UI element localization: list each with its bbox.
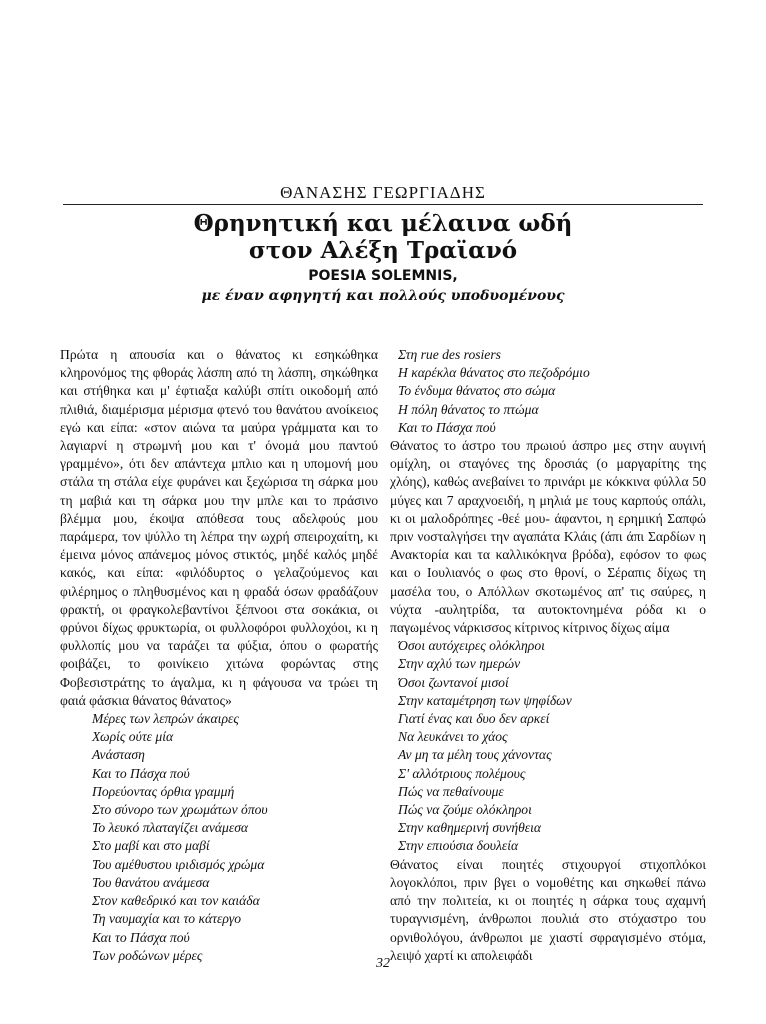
verse-line: Του αμέθυστου ιριδισμός χρώμα	[92, 856, 265, 872]
verse-line: Πώς να ζούμε ολόκληροι	[398, 802, 532, 818]
verse-line: Όσοι ζωντανοί μισοί	[398, 674, 509, 690]
verse-line: Στην επιούσια δουλεία	[398, 838, 519, 854]
verse-line: Και το Πάσχα πού	[398, 419, 496, 435]
left-prose-paragraph: Πρώτα η απουσία και ο θάνατος κι εσηκώθηκα κληρονόμος της φθοράς λάσπη από τη λάσπη, σηκώθηκα και στήθηκα και μ' έφτιαξα καλύβι σπίτι οικοδομή από πλιθιά, διαμέρισμα μέρισμα φτενό του θανάτου ανοίκειος εγώ και είπα: «στον αιώνα τα μαύρα γράμματα και το λαγιαρνί η στρωμνή μου και τ' όνομά μου παντού γραμμένο», ότι δεν απάντεχα μπλιο και η υπομονή μου στάλα τη στάλα είχε φυράνει και ξεχώρισα τη σάρκα μου τη μαβιά και τη σάρκα μου την μπλε και το πράσινο βλέμμα μου, έκοψα απόθεσα τους αδελφούς μου παράμερα, τον ψύλλο τη λέπρα την ωχρή σπειροχαίτη, κι έμεινα μόνος απάνεμος μόνος στικτός, μηδέ καλός μηδέ κακός, και είπα: «φιλόδυρτος ο γελαζούμενος και φιλέρημος ο πληθυσμένος και η φραδά όσων φραδάζουν φρακτή, οι φραγκολεβαντίνοι ξέπνοοι στα σοκάκια, οι φρύνοι δίχως φρυκτωρία, οι φυλλοφόροι φυλλοχόοι, κι η φυλλοπίς μου να ταράζει τα φύξια, όπου ο φωρατής φοιβάζει, το φοινίκειο χιτώνα φορώντας στης Φοβεσιστράτης το άγαλμα, κι η φάγουσα να τρώει τη φαιά φάσκια θάνατος θάνατος»	[60, 347, 378, 708]
header-rule	[63, 204, 703, 205]
verse-line: Και το Πάσχα πού	[92, 929, 190, 945]
verse-line: Η καρέκλα θάνατος στο πεζοδρόμιο	[398, 365, 590, 381]
verse-line: Όσοι αυτόχειρες ολόκληροι	[398, 638, 545, 654]
verse-line: Στην αχλύ των ημερών	[398, 656, 521, 672]
verse-line: Στην καταμέτρηση των ψηφίδων	[398, 692, 572, 708]
verse-line: Στο μαβί και στο μαβί	[92, 838, 210, 854]
verse-line: Στο σύνορο των χρωμάτων όπου	[92, 802, 268, 818]
verse-line: Το λευκό πλαταγίζει ανάμεσα	[92, 820, 249, 836]
verse-line: Αν μη τα μέλη τους χάνοντας	[398, 747, 552, 763]
verse-line: Το ένδυμα θάνατος στο σώμα	[398, 383, 556, 399]
verse-line: Σ' αλλότριους πολέμους	[398, 765, 526, 781]
verse-line: Στην καθημερινή συνήθεια	[398, 820, 542, 836]
verse-line: Χωρίς ούτε μία	[92, 729, 174, 745]
verse-line: Η πόλη θάνατος το πτώμα	[398, 401, 539, 417]
poem-title-line-2: στον Αλέξη Τραϊανό	[248, 237, 518, 264]
right-column	[390, 346, 706, 965]
verse-line: Ανάσταση	[92, 747, 145, 763]
poem-subtitle: POESIA SOLEMNIS,	[308, 268, 458, 284]
right-prose-paragraph-2: Θάνατος είναι ποιητές στιχουργοί στιχοπλόκοι λογοκλόποι, πριν βγει ο νομοθέτης και σηκωθεί πάνω από την πολιτεία, κι οι ποιητές η σάρκα τους αχαμνή τυραγνισμένη, άνθρωποι πουλιά στο στόχαστρο του ορνιθολόγου, άνθρωποι με χιαστί σφραγισμένο στόμα, λειψό χαρτί κι απολειφάδι	[390, 856, 706, 963]
verse-line: Και το Πάσχα πού	[92, 765, 190, 781]
verse-line: Του θανάτου ανάμεσα	[92, 874, 210, 890]
poem-title-line-1: Θρηνητική και μέλαινα ωδή	[193, 210, 573, 237]
author-name: ΘΑΝΑΣΗΣ ΓΕΩΡΓΙΑΔΗΣ	[280, 183, 486, 202]
verse-line: Στη rue des rosiers	[398, 347, 501, 362]
right-prose-paragraph-1: Θάνατος το άστρο του πρωιού άσπρο μες στην αυγινή ομίχλη, οι σταγόνες της δροσιάς (ο μαργαρίτης της χλόης), καθώς ανεβαίνει το πρινάρι με κόκκινα φύλλα 50 μύγες και 7 αραχνοειδή, η μηλιά με τους καρπούς οπάλι, κι οι μαλοδρόπηες -θεέ μου- άφαντοι, η ερημική Σαπφώ πριν νοσταλγήσει την αγαπάτα Κλάις (άπι άπι Σαρδίων η Ανακτορία και τα καλλικόκηνα βρόδα), εφόσον το φως και ο Ιουλιανός ο φως στο θρονί, ο Σέραπις δίχως τη μασέλα του, ο Απόλλων σκοτωμένος απ' τις σαύρες, η νύχτα -αυλητρίδα, τα αυτοκτονημένα ρόδα κι ο παγωμένος νάρκισσος κίτρινος κίτρινος δίχως αίμα	[390, 438, 706, 636]
page-number: 32	[376, 956, 390, 971]
verse-line: Γιατί ένας και δυο δεν αρκεί	[398, 711, 550, 727]
verse-line: Πορεύοντας όρθια γραμμή	[92, 783, 235, 799]
verse-line: Στον καθεδρικό και τον καιάδα	[92, 893, 260, 909]
verse-line: Τη ναυμαχία και το κάτεργο	[92, 911, 242, 927]
poem-subtitle-line-2: με έναν αφηγητή και πολλούς υποδυομένους	[201, 288, 565, 304]
verse-line: Πώς να πεθαίνουμε	[398, 783, 504, 799]
verse-line: Μέρες των λεπρών άκαιρες	[92, 711, 239, 727]
verse-line: Των ροδώνων μέρες	[92, 947, 203, 963]
verse-line: Να λευκάνει το χάος	[398, 729, 508, 745]
left-column	[60, 346, 378, 965]
